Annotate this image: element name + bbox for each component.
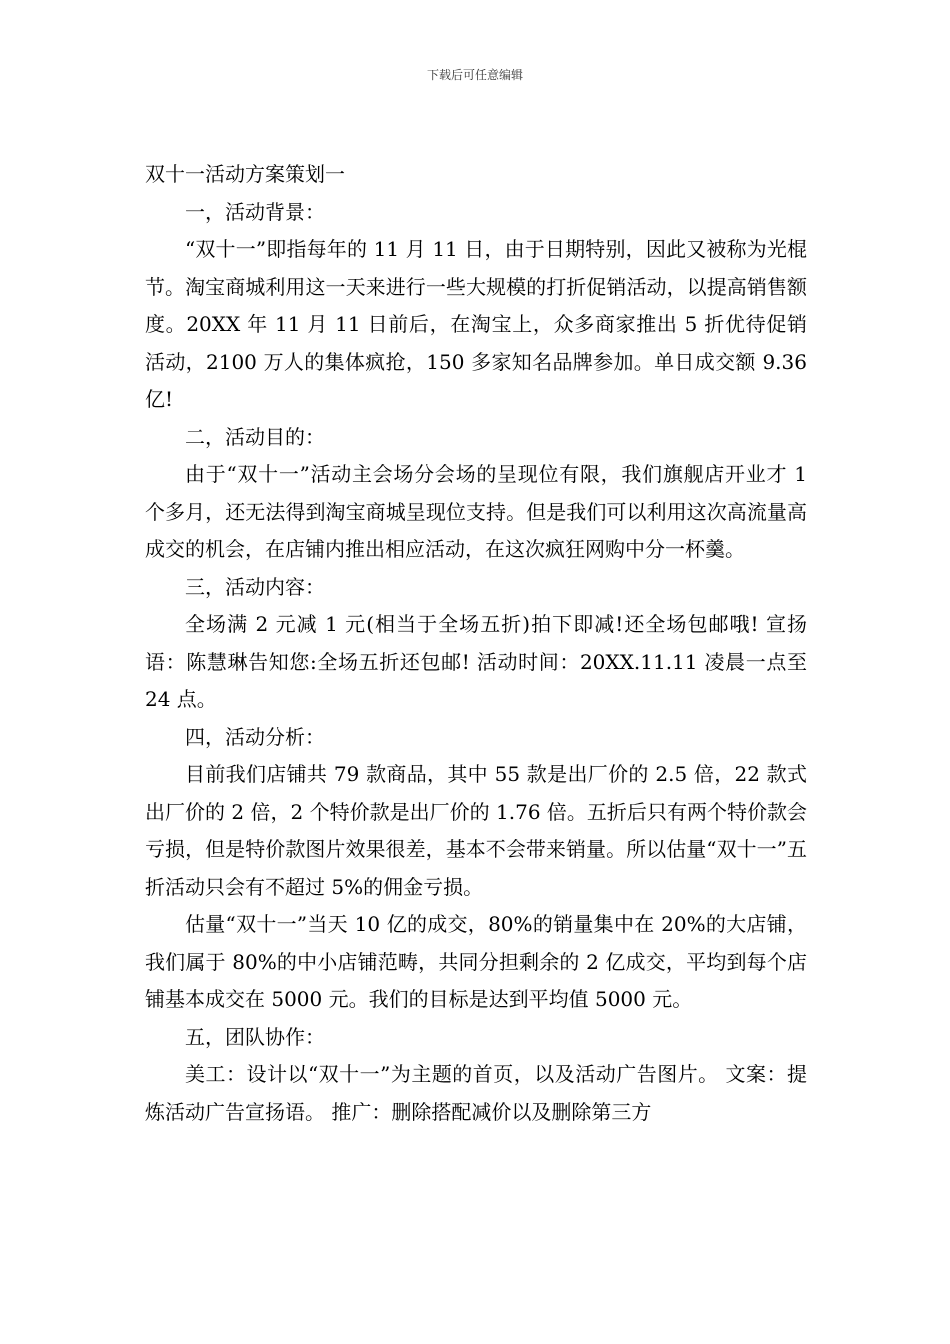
paragraph-analysis-2: 估量“双十一”当天 10 亿的成交，80%的销量集中在 20%的大店铺，我们属于 80%的中小店铺范畴，共同分担剩余的 2 亿成交，平均到每个店铺基本成交在 5000 元。我们的目标是达到平均值 5000 元。 — [145, 912, 807, 1011]
section-heading-team: 五，团队协作： — [185, 1024, 325, 1049]
section-heading-background: 一，活动背景： — [185, 199, 325, 224]
paragraph-purpose: 由于“双十一”活动主会场分会场的呈现位有限，我们旗舰店开业才 1 个多月，还无法得到淘宝商城呈现位支持。但是我们可以利用这次高流量高成交的机会，在店铺内推出相应活动，在这次疯狂网购中分一杯羹。 — [145, 462, 807, 561]
page-header: 下载后可任意编辑 — [426, 68, 523, 82]
paragraph-background: “双十一”即指每年的 11 月 11 日，由于日期特别，因此又被称为光棍节。淘宝商城利用这一天来进行一些大规模的打折促销活动，以提高销售额度。20XX 年 11 月 11 日前后，在淘宝上，众多商家推出 5 折优待促销活动，2100 万人的集体疯抢，150 多家知名品牌参加。单日成交额 9.36 亿! — [145, 237, 807, 411]
section-heading-purpose: 二，活动目的： — [185, 424, 325, 449]
paragraph-analysis-1: 目前我们店铺共 79 款商品，其中 55 款是出厂价的 2.5 倍，22 款式出厂价的 2 倍，2 个特价款是出厂价的 1.76 倍。五折后只有两个特价款会亏损，但是特价款图片效果很差，基本不会带来销量。所以估量“双十一”五折活动只会有不超过 5%的佣金亏损。 — [145, 762, 807, 899]
paragraph-team: 美工：设计以“双十一”为主题的首页，以及活动广告图片。 文案：提炼活动广告宣扬语。 推广：删除搭配减价以及删除第三方 — [145, 1062, 807, 1124]
section-heading-analysis: 四，活动分析： — [185, 724, 325, 749]
section-heading-content: 三，活动内容： — [185, 574, 325, 599]
paragraph-content: 全场满 2 元减 1 元(相当于全场五折)拍下即减!还全场包邮哦! 宣扬语：陈慧琳告知您:全场五折还包邮! 活动时间：20XX.11.11 凌晨一点至 24 点。 — [145, 612, 807, 711]
document-body — [145, 156, 807, 1131]
document-title: 双十一活动方案策划一 — [145, 162, 345, 186]
